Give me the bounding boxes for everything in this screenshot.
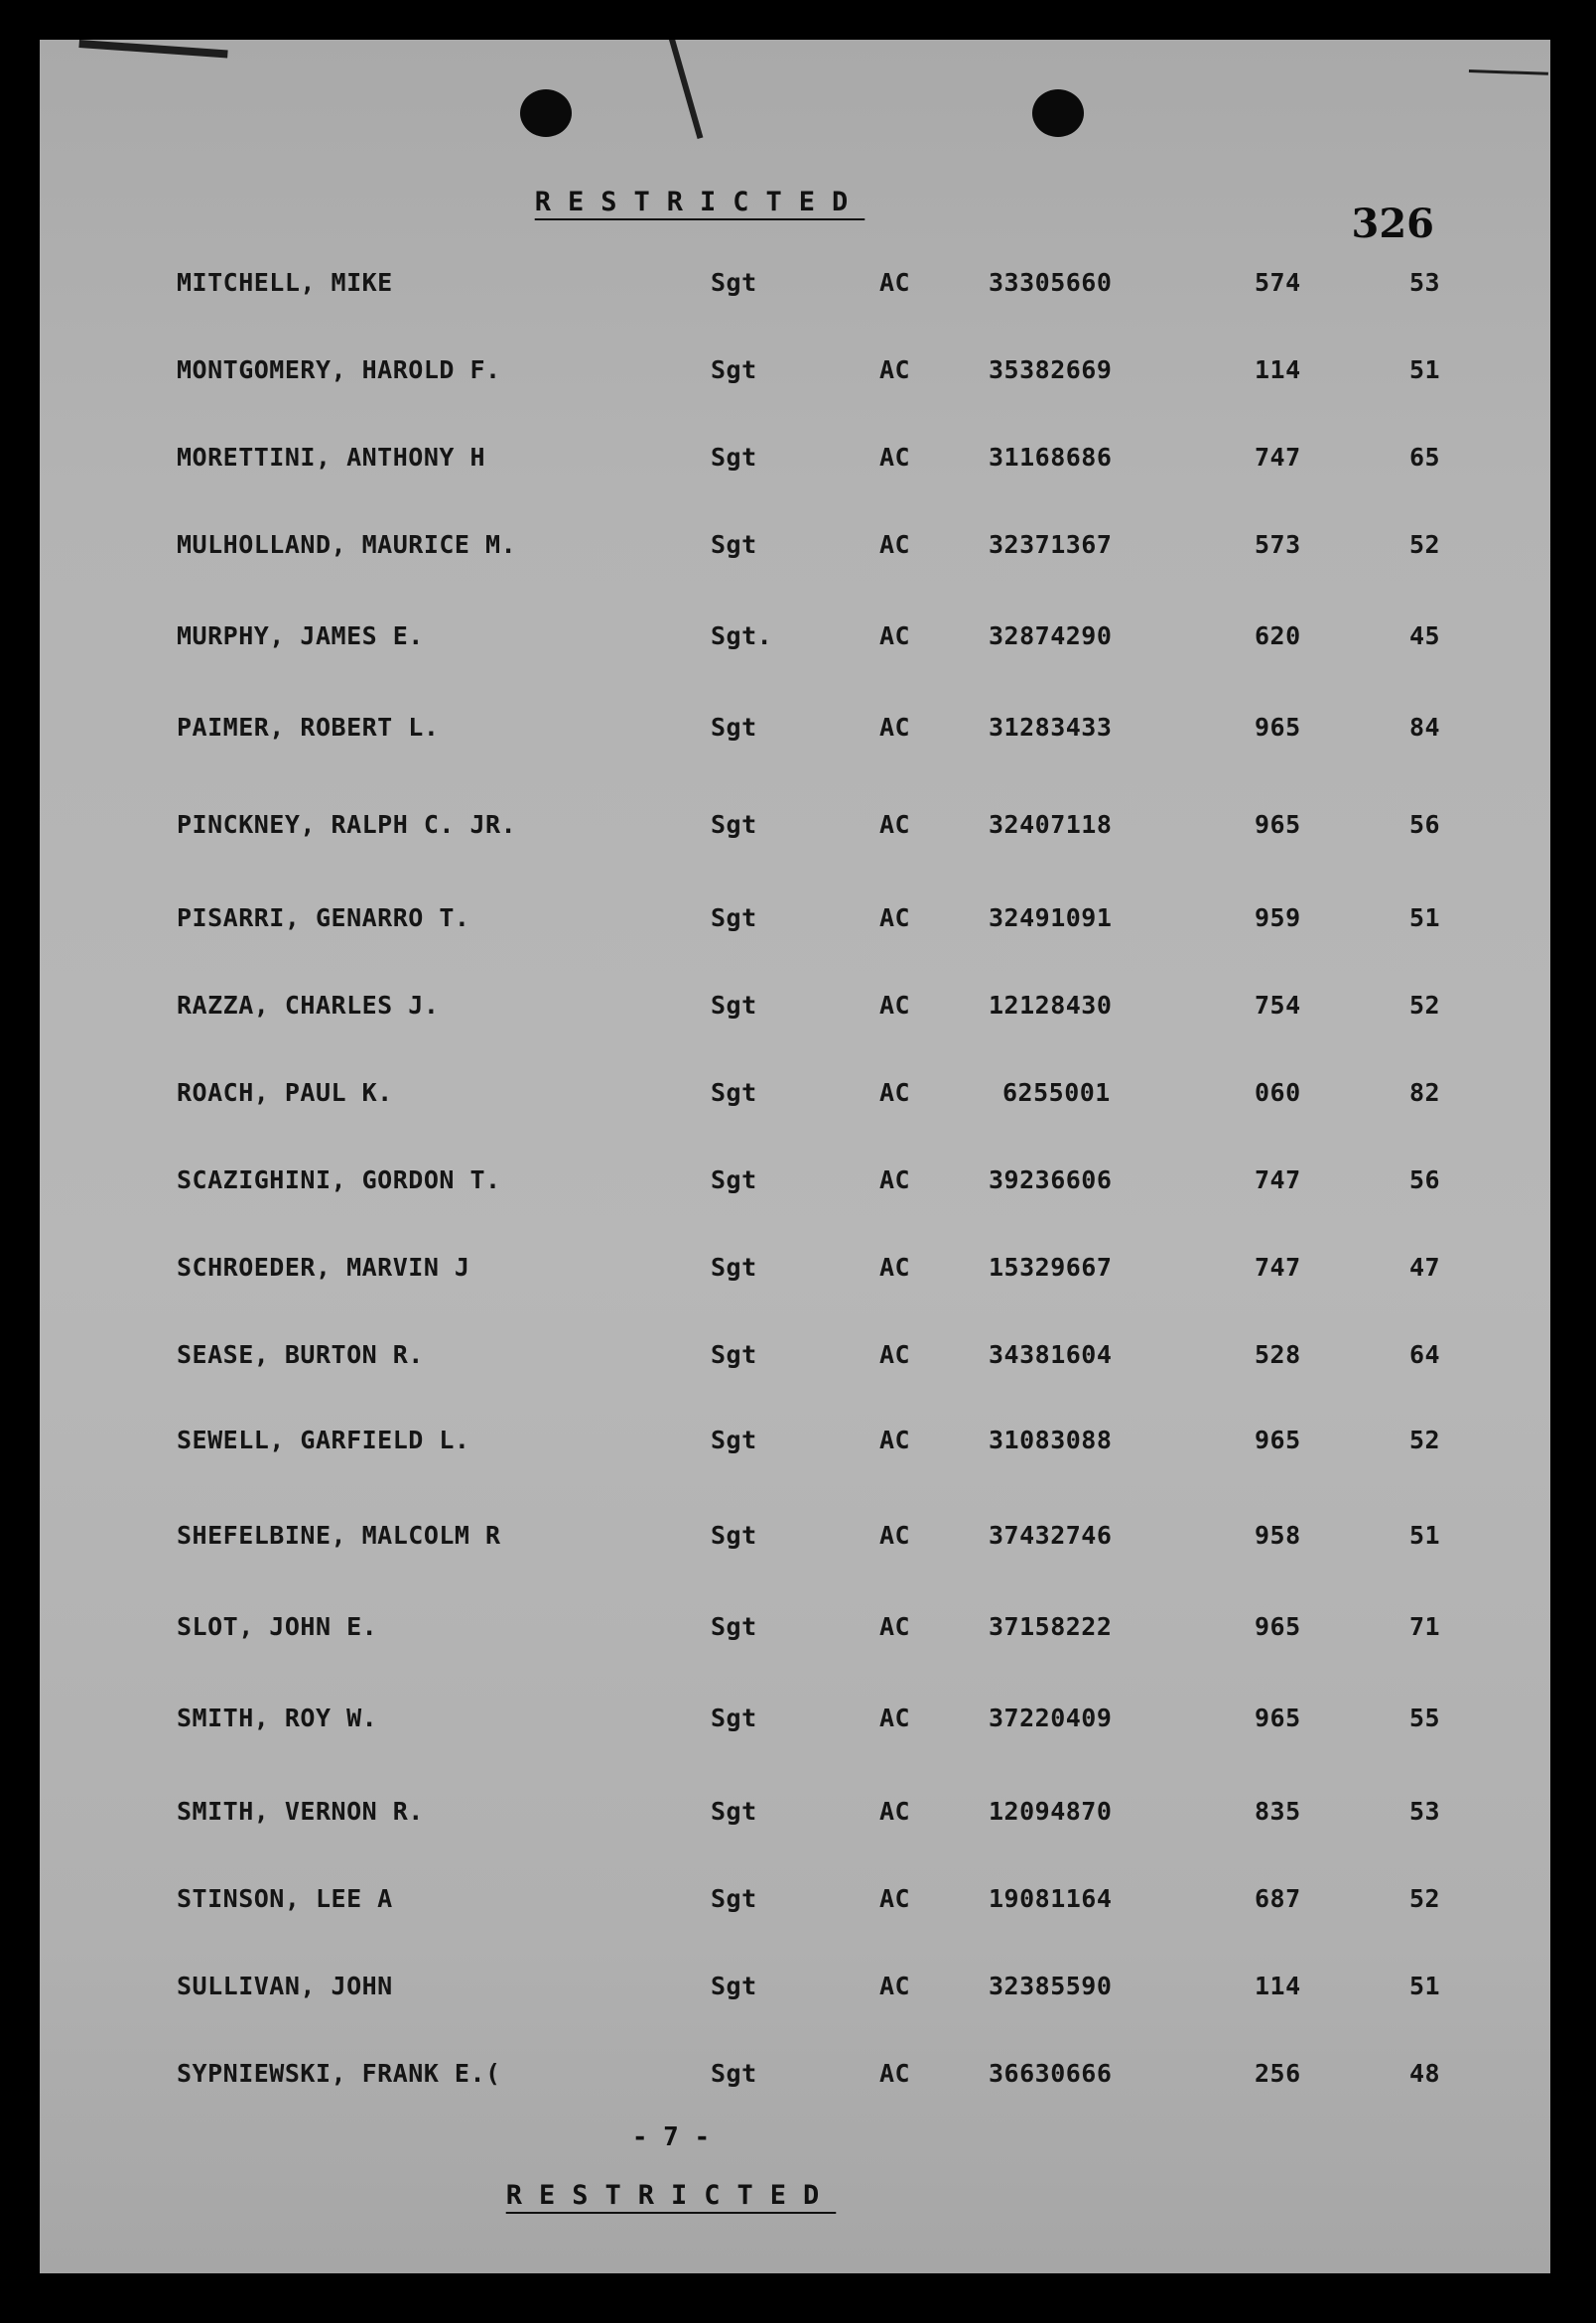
arm-of-service: AC — [879, 713, 911, 742]
grade: Sgt — [711, 530, 757, 559]
arm-of-service: AC — [879, 810, 911, 839]
mos-code: 574 — [1255, 268, 1301, 297]
roster-row — [40, 1884, 1550, 1924]
arm-of-service: AC — [879, 268, 911, 297]
grade: Sgt — [711, 355, 757, 384]
grade: Sgt — [711, 1078, 757, 1107]
age-value: 84 — [1409, 713, 1441, 742]
soldier-name: PISARRI, GENARRO T. — [177, 903, 470, 932]
arm-of-service: AC — [879, 1165, 911, 1194]
serial-number: 32407118 — [989, 810, 1113, 839]
serial-number: 36630666 — [989, 2059, 1113, 2088]
age-value: 51 — [1409, 903, 1441, 932]
serial-number: 15329667 — [989, 1253, 1113, 1282]
age-value: 45 — [1409, 621, 1441, 650]
page-number: 326 — [1351, 201, 1434, 247]
arm-of-service: AC — [879, 530, 911, 559]
age-value: 71 — [1409, 1612, 1441, 1641]
arm-of-service: AC — [879, 2059, 911, 2088]
soldier-name: MONTGOMERY, HAROLD F. — [177, 355, 501, 384]
age-value: 51 — [1409, 1521, 1441, 1550]
soldier-name: RAZZA, CHARLES J. — [177, 991, 440, 1020]
serial-number: 32371367 — [989, 530, 1113, 559]
soldier-name: SMITH, ROY W. — [177, 1704, 378, 1732]
age-value: 53 — [1409, 268, 1441, 297]
mos-code: 747 — [1255, 443, 1301, 472]
soldier-name: MULHOLLAND, MAURICE M. — [177, 530, 517, 559]
roster-row — [40, 903, 1550, 943]
serial-number: 39236606 — [989, 1165, 1113, 1194]
grade: Sgt — [711, 991, 757, 1020]
grade: Sgt — [711, 1972, 757, 2000]
roster-row — [40, 1972, 1550, 2011]
roster-row — [40, 1521, 1550, 1561]
age-value: 52 — [1409, 991, 1441, 1020]
mos-code: 965 — [1255, 810, 1301, 839]
paper-tear-mark — [669, 40, 703, 139]
soldier-name: MORETTINI, ANTHONY H — [177, 443, 486, 472]
serial-number: 31168686 — [989, 443, 1113, 472]
roster-row — [40, 810, 1550, 850]
age-value: 47 — [1409, 1253, 1441, 1282]
arm-of-service: AC — [879, 1253, 911, 1282]
mos-code: 754 — [1255, 991, 1301, 1020]
soldier-name: SYPNIEWSKI, FRANK E.( — [177, 2059, 501, 2088]
roster-row — [40, 1340, 1550, 1380]
age-value: 53 — [1409, 1797, 1441, 1826]
serial-number: 6255001 — [1002, 1078, 1111, 1107]
roster-row — [40, 443, 1550, 482]
serial-number: 32385590 — [989, 1972, 1113, 2000]
soldier-name: STINSON, LEE A — [177, 1884, 393, 1913]
grade: Sgt — [711, 1340, 757, 1369]
classification-marking: RESTRICTED — [505, 2180, 837, 2211]
grade: Sgt — [711, 713, 757, 742]
grade: Sgt — [711, 1797, 757, 1826]
mos-code: 687 — [1255, 1884, 1301, 1913]
mos-code: 965 — [1255, 713, 1301, 742]
paper-tear-mark — [78, 40, 227, 58]
soldier-name: SCAZIGHINI, GORDON T. — [177, 1165, 501, 1194]
arm-of-service: AC — [879, 1972, 911, 2000]
roster-row — [40, 355, 1550, 395]
soldier-name: SEWELL, GARFIELD L. — [177, 1426, 470, 1454]
roster-row — [40, 1078, 1550, 1118]
mos-code: 114 — [1255, 1972, 1301, 2000]
soldier-name: SEASE, BURTON R. — [177, 1340, 424, 1369]
age-value: 56 — [1409, 1165, 1441, 1194]
mos-code: 835 — [1255, 1797, 1301, 1826]
soldier-name: MURPHY, JAMES E. — [177, 621, 424, 650]
soldier-name: PINCKNEY, RALPH C. JR. — [177, 810, 517, 839]
paper-tear-mark — [1469, 69, 1548, 75]
roster-row — [40, 621, 1550, 661]
arm-of-service: AC — [879, 1426, 911, 1454]
serial-number: 33305660 — [989, 268, 1113, 297]
age-value: 48 — [1409, 2059, 1441, 2088]
roster-row — [40, 530, 1550, 570]
mos-code: 959 — [1255, 903, 1301, 932]
mos-code: 965 — [1255, 1612, 1301, 1641]
soldier-name: SMITH, VERNON R. — [177, 1797, 424, 1826]
arm-of-service: AC — [879, 1884, 911, 1913]
grade: Sgt — [711, 1521, 757, 1550]
arm-of-service: AC — [879, 443, 911, 472]
age-value: 52 — [1409, 1884, 1441, 1913]
soldier-name: SCHROEDER, MARVIN J — [177, 1253, 470, 1282]
roster-row — [40, 1612, 1550, 1652]
age-value: 65 — [1409, 443, 1441, 472]
soldier-name: ROACH, PAUL K. — [177, 1078, 393, 1107]
punch-hole-left — [520, 89, 572, 137]
grade: Sgt — [711, 1426, 757, 1454]
mos-code: 965 — [1255, 1426, 1301, 1454]
arm-of-service: AC — [879, 1521, 911, 1550]
soldier-name: PAIMER, ROBERT L. — [177, 713, 440, 742]
roster-row — [40, 268, 1550, 308]
roster-row — [40, 1797, 1550, 1837]
classification-marking: RESTRICTED — [534, 187, 865, 217]
page-footer — [40, 2180, 1426, 2211]
grade: Sgt — [711, 443, 757, 472]
roster-row — [40, 1165, 1550, 1205]
serial-number: 37432746 — [989, 1521, 1113, 1550]
serial-number: 32874290 — [989, 621, 1113, 650]
serial-number: 31283433 — [989, 713, 1113, 742]
grade: Sgt — [711, 268, 757, 297]
mos-code: 965 — [1255, 1704, 1301, 1732]
arm-of-service: AC — [879, 621, 911, 650]
mos-code: 060 — [1255, 1078, 1301, 1107]
document-page — [40, 40, 1550, 2273]
serial-number: 37158222 — [989, 1612, 1113, 1641]
serial-number: 34381604 — [989, 1340, 1113, 1369]
page-header — [40, 187, 1455, 217]
mos-code: 114 — [1255, 355, 1301, 384]
grade: Sgt — [711, 2059, 757, 2088]
grade: Sgt. — [711, 621, 773, 650]
arm-of-service: AC — [879, 355, 911, 384]
soldier-name: SLOT, JOHN E. — [177, 1612, 378, 1641]
grade: Sgt — [711, 810, 757, 839]
mos-code: 747 — [1255, 1165, 1301, 1194]
soldier-name: SULLIVAN, JOHN — [177, 1972, 393, 2000]
serial-number: 19081164 — [989, 1884, 1113, 1913]
serial-number: 32491091 — [989, 903, 1113, 932]
roster-row — [40, 713, 1550, 752]
arm-of-service: AC — [879, 1612, 911, 1641]
mos-code: 958 — [1255, 1521, 1301, 1550]
age-value: 82 — [1409, 1078, 1441, 1107]
arm-of-service: AC — [879, 1078, 911, 1107]
grade: Sgt — [711, 903, 757, 932]
age-value: 52 — [1409, 530, 1441, 559]
grade: Sgt — [711, 1253, 757, 1282]
soldier-name: SHEFELBINE, MALCOLM R — [177, 1521, 501, 1550]
age-value: 55 — [1409, 1704, 1441, 1732]
grade: Sgt — [711, 1165, 757, 1194]
mos-code: 528 — [1255, 1340, 1301, 1369]
arm-of-service: AC — [879, 991, 911, 1020]
age-value: 52 — [1409, 1426, 1441, 1454]
grade: Sgt — [711, 1884, 757, 1913]
mos-code: 620 — [1255, 621, 1301, 650]
grade: Sgt — [711, 1612, 757, 1641]
arm-of-service: AC — [879, 1340, 911, 1369]
age-value: 56 — [1409, 810, 1441, 839]
punch-hole-right — [1032, 89, 1084, 137]
roster-row — [40, 1426, 1550, 1465]
arm-of-service: AC — [879, 1797, 911, 1826]
mos-code: 747 — [1255, 1253, 1301, 1282]
grade: Sgt — [711, 1704, 757, 1732]
roster-row — [40, 1253, 1550, 1293]
serial-number: 31083088 — [989, 1426, 1113, 1454]
mos-code: 256 — [1255, 2059, 1301, 2088]
serial-number: 37220409 — [989, 1704, 1113, 1732]
age-value: 51 — [1409, 1972, 1441, 2000]
mos-code: 573 — [1255, 530, 1301, 559]
arm-of-service: AC — [879, 903, 911, 932]
roster-row — [40, 2059, 1550, 2099]
age-value: 51 — [1409, 355, 1441, 384]
serial-number: 12094870 — [989, 1797, 1113, 1826]
footer-page-number: - 7 - — [631, 2122, 711, 2152]
arm-of-service: AC — [879, 1704, 911, 1732]
roster-row — [40, 991, 1550, 1030]
serial-number: 12128430 — [989, 991, 1113, 1020]
soldier-name: MITCHELL, MIKE — [177, 268, 393, 297]
roster-row — [40, 1704, 1550, 1743]
serial-number: 35382669 — [989, 355, 1113, 384]
age-value: 64 — [1409, 1340, 1441, 1369]
